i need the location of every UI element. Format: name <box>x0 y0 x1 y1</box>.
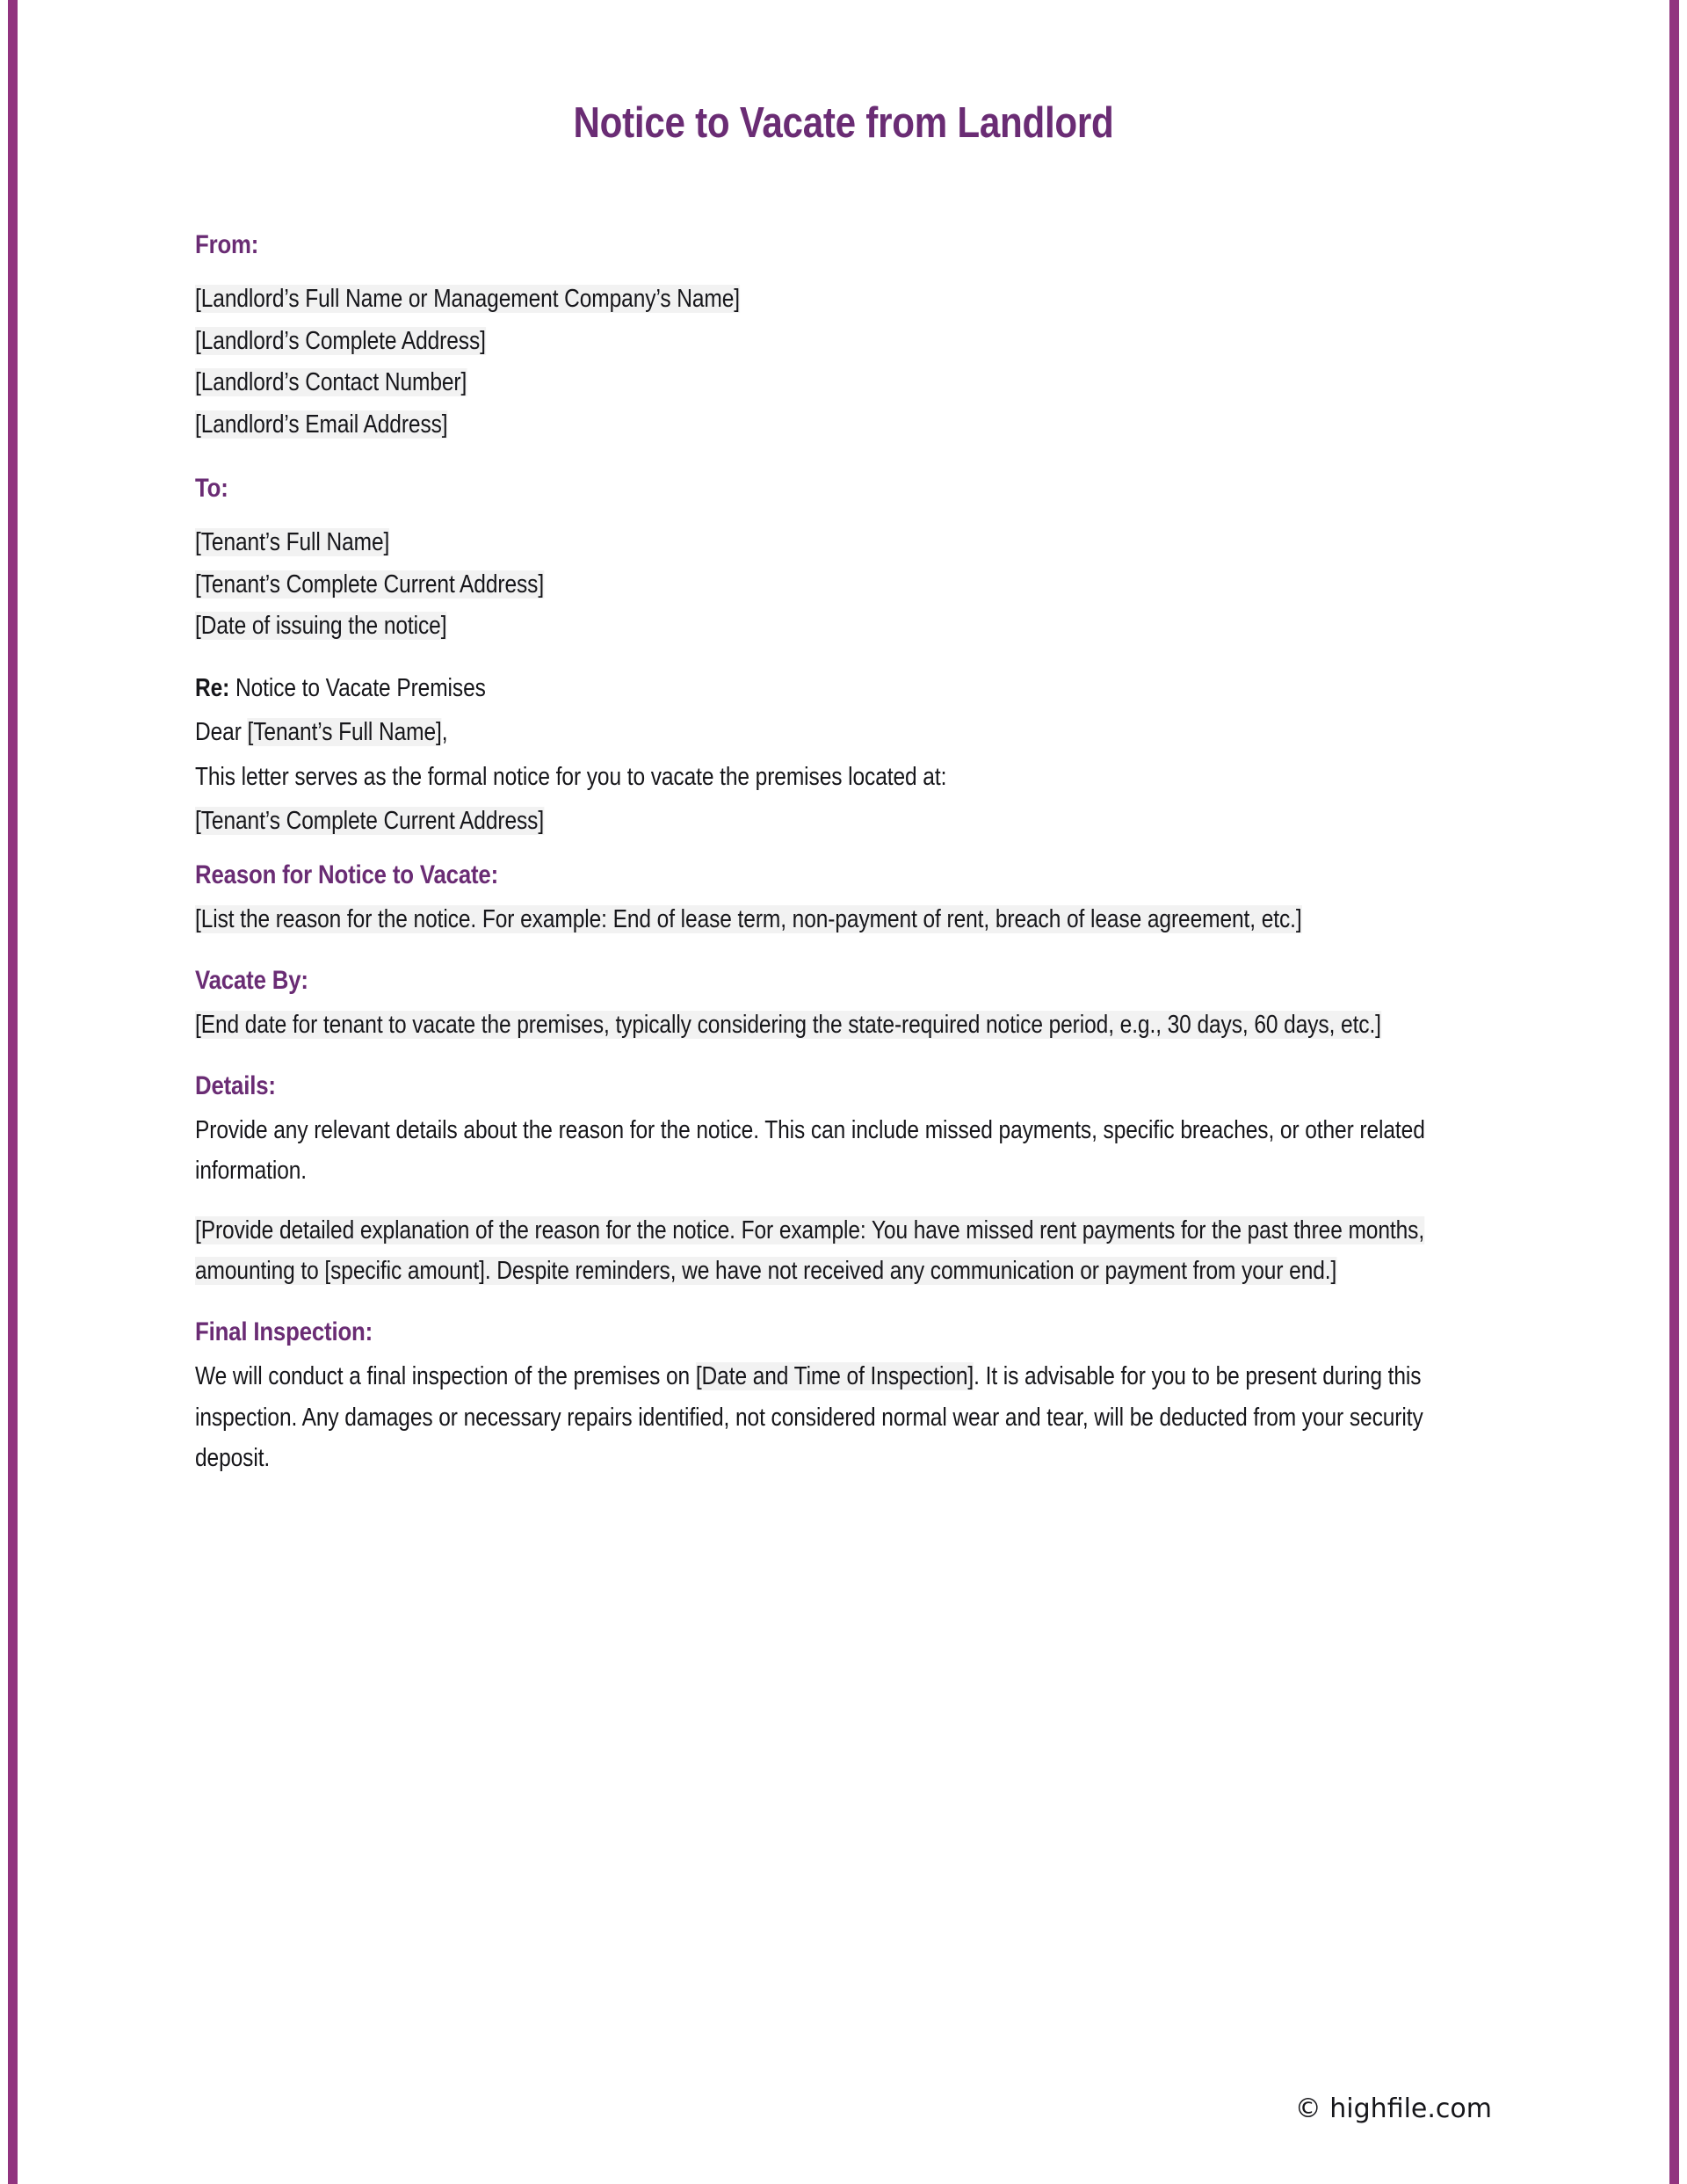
details-paragraph: Provide any relevant details about the reason for the notice. This can include missed payments, specific breaches, or other related information. <box>195 1115 1425 1185</box>
reason-body <box>195 899 1492 940</box>
to-line-3 <box>195 613 1310 639</box>
final-inspection-text-after: . It is advisable for you to be present during this inspection. Any damages or necessary repairs identified, not considered normal wear and tear, will be deducted from your security deposit. <box>195 1362 1423 1472</box>
document-content <box>195 0 1492 2184</box>
subject-text: Notice to Vacate Premises <box>229 673 486 702</box>
page-title: Notice to Vacate from Landlord <box>573 99 1114 147</box>
reason-placeholder: [List the reason for the notice. For example: End of lease term, non-payment of rent, breach of lease agreement, etc.] <box>195 904 1302 933</box>
premises-address-placeholder: [Tenant’s Complete Current Address] <box>195 807 545 835</box>
from-section-label: From: <box>195 230 259 259</box>
notice-date-placeholder: [Date of issuing the notice] <box>195 612 447 640</box>
footer-copyright: © highfile.com <box>1294 2093 1492 2124</box>
left-edge-rule <box>8 0 18 2184</box>
salutation-suffix: , <box>441 718 448 746</box>
details-heading: Details: <box>195 1070 276 1100</box>
from-address-placeholder: [Landlord’s Complete Address] <box>195 326 486 355</box>
salutation-prefix: Dear <box>195 718 248 746</box>
details-placeholder: [Provide detailed explanation of the reason for the notice. For example: You have missed rent payments for the past three months, amounting to [specific amount]. Despite reminders, we have not received any communication or payment from your end.] <box>195 1216 1425 1286</box>
from-name-placeholder: [Landlord’s Full Name or Management Company’s Name] <box>195 285 741 313</box>
tenant-address-placeholder: [Tenant’s Complete Current Address] <box>195 570 545 599</box>
from-line-4 <box>195 412 1310 438</box>
final-inspection-heading: Final Inspection: <box>195 1317 373 1347</box>
from-email-placeholder: [Landlord’s Email Address] <box>195 410 448 439</box>
inspection-date-placeholder: [Date and Time of Inspection] <box>695 1362 974 1391</box>
subject-prefix: Re: <box>195 673 230 702</box>
vacate-by-heading: Vacate By: <box>195 965 308 995</box>
from-contact-placeholder: [Landlord’s Contact Number] <box>195 368 467 396</box>
from-line-3 <box>195 370 1310 395</box>
vacate-by-body <box>195 1005 1492 1045</box>
reason-heading: Reason for Notice to Vacate: <box>195 860 499 889</box>
subject-line <box>195 673 1310 702</box>
intro-text: This letter serves as the formal notice for you to vacate the premises located at: <box>195 762 947 791</box>
details-placeholder-body <box>195 1210 1492 1291</box>
vacate-by-placeholder: [End date for tenant to vacate the premises, typically considering the state-required notice period, e.g., 30 days, 60 days, etc.] <box>195 1010 1381 1039</box>
tenant-name-placeholder: [Tenant’s Full Name] <box>195 528 390 556</box>
to-line-1 <box>195 530 1310 555</box>
salutation-name-placeholder: [Tenant’s Full Name] <box>247 718 442 746</box>
salutation-line <box>195 720 1310 745</box>
right-edge-rule <box>1669 0 1679 2184</box>
from-line-2 <box>195 326 1310 355</box>
from-line-1 <box>195 287 1310 312</box>
final-inspection-text-before: We will conduct a final inspection of the premises on <box>195 1362 696 1391</box>
final-inspection-body <box>195 1356 1492 1477</box>
to-line-2 <box>195 572 1310 598</box>
intro-address-line <box>195 809 1310 834</box>
to-section-label: To: <box>195 474 228 503</box>
